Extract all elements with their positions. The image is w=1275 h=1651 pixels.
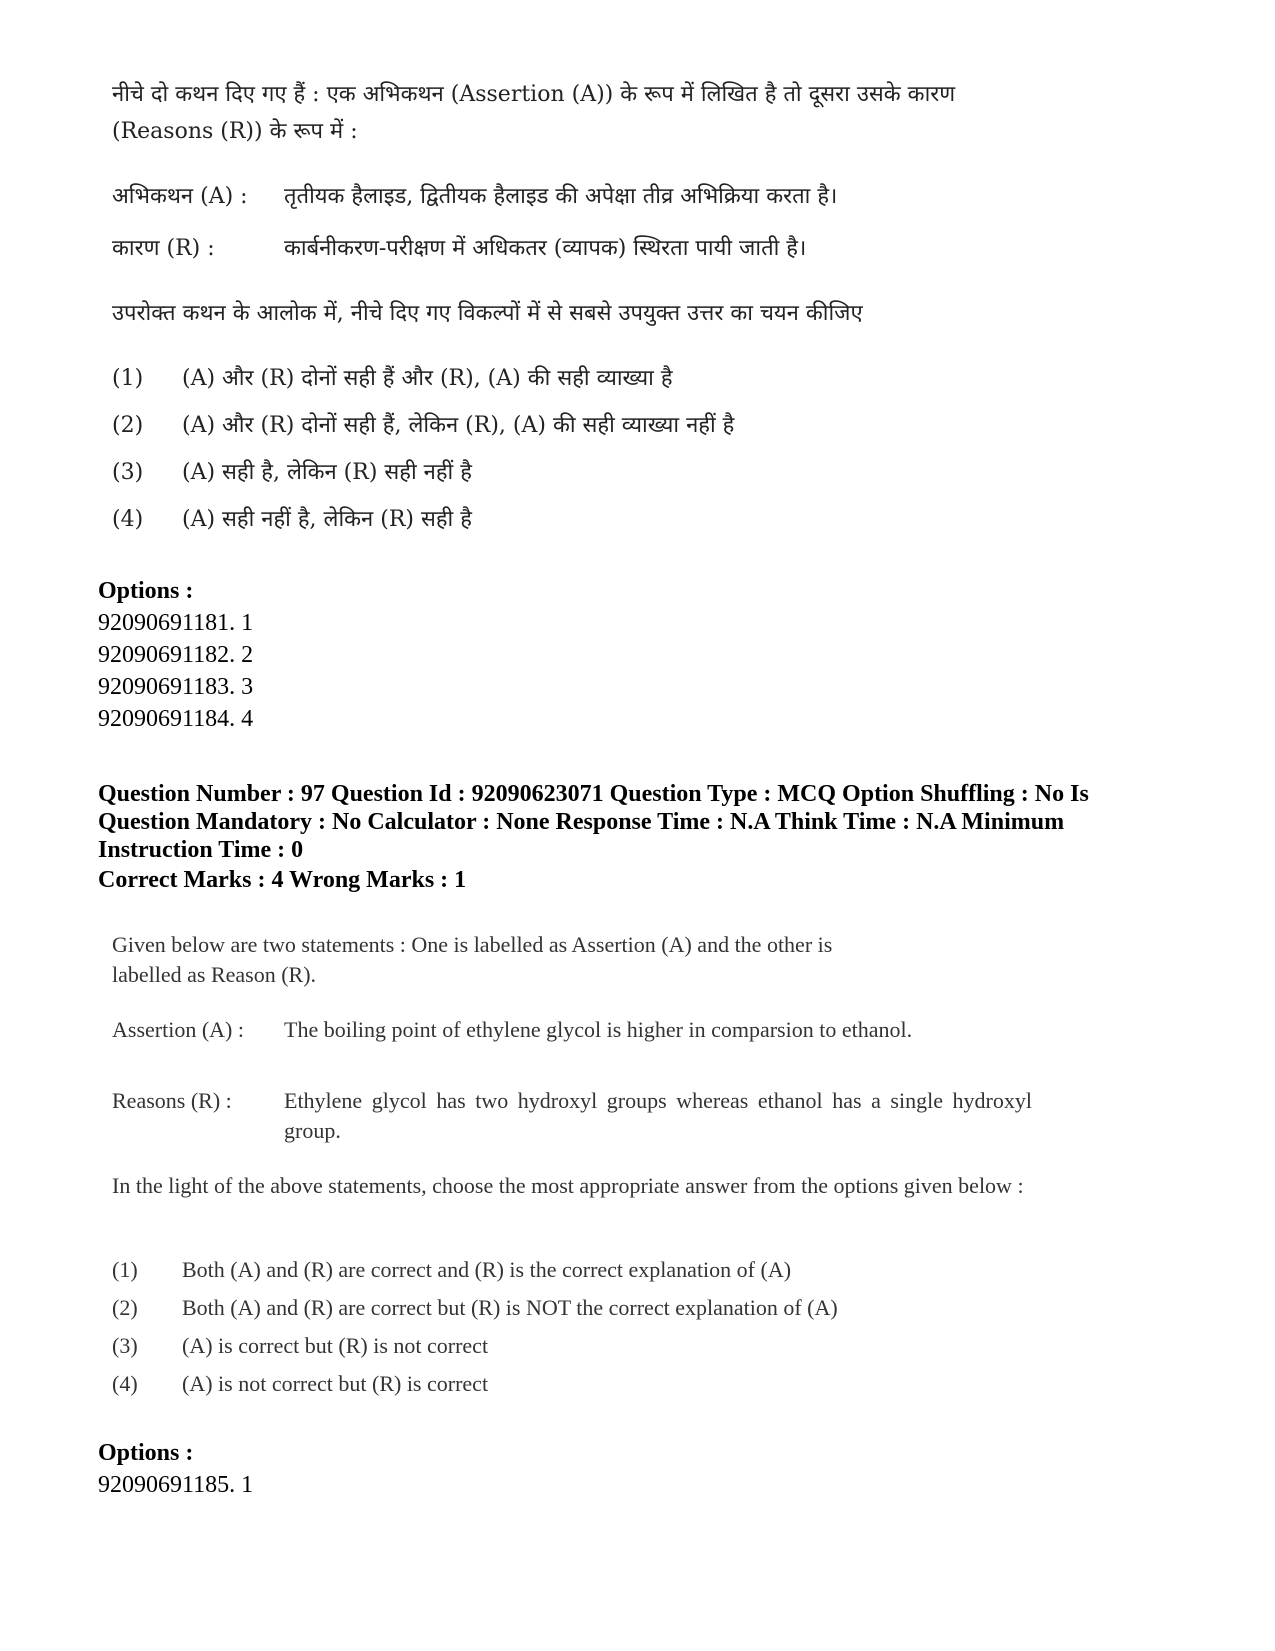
q97-meta-line: Instruction Time : 0 — [98, 837, 304, 863]
q96-question-block — [112, 76, 1042, 150]
choice-text: Both (A) and (R) are correct but (R) is NOT the correct explanation of (A) — [182, 1295, 838, 1320]
q97-reason-text: Ethylene glycol has two hydroxyl groups whereas ethanol has a single hydroxyl group. — [284, 1088, 1032, 1143]
choice-number: (4) — [112, 1371, 138, 1396]
q97-instruction-text: In the light of the above statements, choose the most appropriate answer from the options given below : — [112, 1173, 1024, 1198]
choice-text: (A) और (R) दोनों सही हैं, लेकिन (R), (A) की सही व्याख्या नहीं है — [182, 413, 735, 438]
q97-reason-label: Reasons (R) : — [112, 1088, 232, 1113]
choice-text: (A) सही है, लेकिन (R) सही नहीं है — [182, 460, 472, 485]
q96-options — [98, 575, 1188, 735]
choice-number: (2) — [112, 413, 144, 438]
q96-choices — [112, 360, 1012, 548]
q96-intro: नीचे दो कथन दिए गए हैं : एक अभिकथन (Assertion (A)) के रूप में लिखित है तो दूसरा उसके कारण (Reasons (R)) के रूप में : — [112, 82, 956, 144]
q96-choice-2 — [112, 407, 1012, 454]
q97-meta-line: Question Mandatory : No Calculator : None Response Time : N.A Think Time : N.A Minimum — [98, 809, 1065, 835]
q97-choice-2 — [112, 1293, 1012, 1331]
option-item: 92090691182. 2 — [98, 642, 254, 668]
choice-text: (A) is not correct but (R) is correct — [182, 1371, 489, 1396]
option-item: 92090691183. 3 — [98, 674, 254, 700]
q97-reason — [112, 1086, 1032, 1146]
choice-number: (1) — [112, 1257, 138, 1282]
q97-meta — [98, 780, 1188, 864]
choice-text: (A) is correct but (R) is not correct — [182, 1333, 489, 1358]
q96-choice-4 — [112, 501, 1012, 548]
q97-meta-line: Question Number : 97 Question Id : 92090623071 Question Type : MCQ Option Shuffling : No Is — [98, 781, 1089, 807]
q97-assertion-label: Assertion (A) : — [112, 1017, 244, 1042]
q96-assertion-text: तृतीयक हैलाइड, द्वितीयक हैलाइड की अपेक्षा तीव्र अभिक्रिया करता है। — [284, 184, 838, 209]
q97-options — [98, 1437, 1188, 1501]
options-heading: Options : — [98, 1440, 194, 1466]
options-heading: Options : — [98, 578, 194, 604]
q96-reason-label: कारण (R) : — [112, 236, 215, 261]
choice-text: Both (A) and (R) are correct and (R) is the correct explanation of (A) — [182, 1257, 792, 1282]
choice-number: (3) — [112, 460, 144, 485]
choice-number: (2) — [112, 1295, 138, 1320]
option-item: 92090691185. 1 — [98, 1472, 254, 1498]
q97-choice-1 — [112, 1255, 1012, 1293]
q97-choice-4 — [112, 1369, 1012, 1407]
option-item: 92090691181. 1 — [98, 610, 254, 636]
q97-intro-line: labelled as Reason (R). — [112, 962, 317, 987]
q96-reason-text: कार्बनीकरण-परीक्षण में अधिकतर (व्यापक) स्थिरता पायी जाती है। — [284, 236, 807, 261]
q96-assertion-label: अभिकथन (A) : — [112, 184, 248, 209]
option-item: 92090691184. 4 — [98, 706, 254, 732]
q96-instruction — [112, 295, 1042, 332]
q96-instruction-text: उपरोक्त कथन के आलोक में, नीचे दिए गए विकल्पों में से सबसे उपयुक्त उत्तर का चयन कीजिए — [112, 301, 863, 326]
choice-text: (A) और (R) दोनों सही हैं और (R), (A) की सही व्याख्या है — [182, 366, 673, 391]
q97-choice-3 — [112, 1331, 1012, 1369]
q96-assertion — [112, 178, 1042, 215]
q97-marks: Correct Marks : 4 Wrong Marks : 1 — [98, 867, 467, 893]
choice-number: (3) — [112, 1333, 138, 1358]
q97-intro-line: Given below are two statements : One is labelled as Assertion (A) and the other is — [112, 932, 833, 957]
choice-text: (A) सही नहीं है, लेकिन (R) सही है — [182, 507, 472, 532]
choice-number: (4) — [112, 507, 144, 532]
q97-intro — [112, 930, 1032, 990]
q97-instruction — [112, 1171, 1032, 1201]
q96-choice-3 — [112, 454, 1012, 501]
q97-assertion-text: The boiling point of ethylene glycol is higher in comparsion to ethanol. — [284, 1017, 913, 1042]
q97-assertion — [112, 1015, 1032, 1045]
q96-choice-1 — [112, 360, 1012, 407]
choice-number: (1) — [112, 366, 144, 391]
q97-choices — [112, 1255, 1012, 1407]
q96-reason — [112, 230, 1042, 267]
